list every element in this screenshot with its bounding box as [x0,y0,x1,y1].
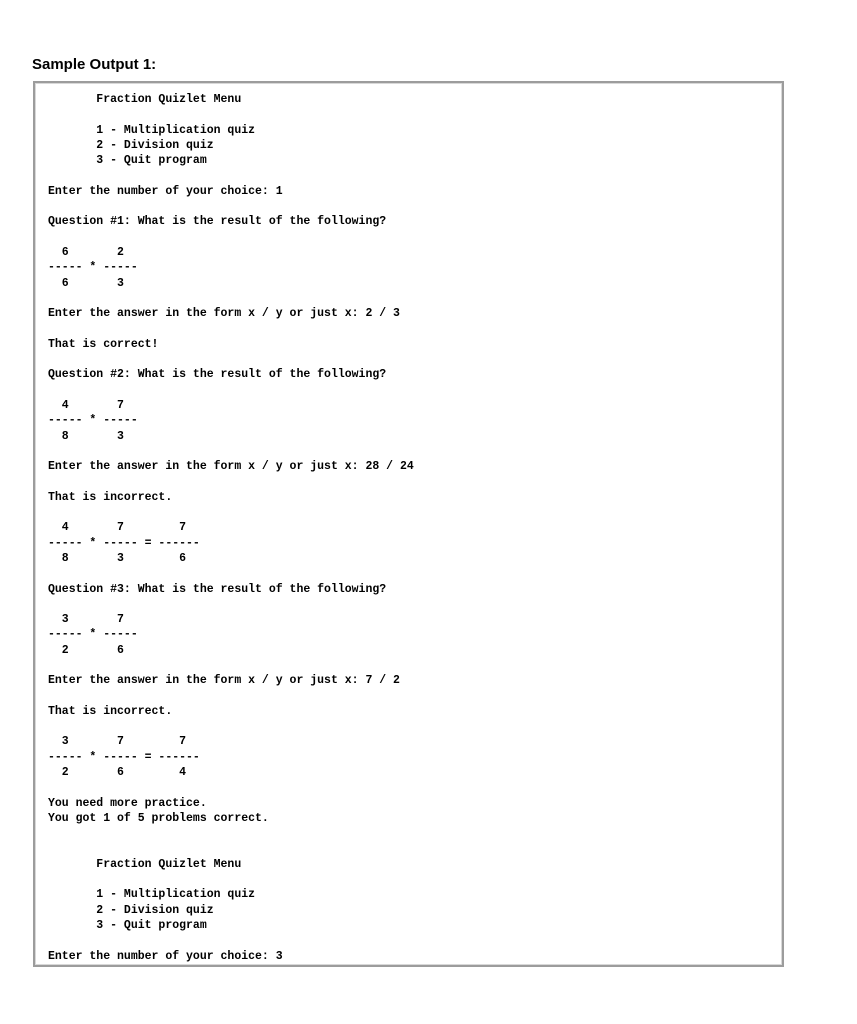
console-line: 4 7 [48,398,124,412]
console-line: That is incorrect. [48,704,173,718]
console-line: 6 2 [48,245,124,259]
console-line: ----- * ----- [48,628,138,642]
console-line: ----- * ----- [48,414,138,428]
console-line: Enter the answer in the form x / y or just x: 7 / 2 [48,674,400,688]
console-line: ----- * ----- = ------ [48,750,200,764]
console-line: 8 3 [48,429,124,443]
console-line: Question #3: What is the result of the following? [48,582,387,596]
console-line: 2 6 4 [48,766,187,780]
console-output-box [33,81,784,967]
console-line: 4 7 7 [48,521,187,535]
console-line: 1 - Multiplication quiz [48,123,256,137]
console-line: Fraction Quizlet Menu [48,93,242,106]
console-line: Enter the answer in the form x / y or just x: 28 / 24 [48,460,414,474]
console-line: Enter the number of your choice: 3 [48,949,283,963]
console-line: ----- * ----- [48,261,138,275]
console-line: 8 3 6 [48,551,187,565]
console-line: ----- * ----- = ------ [48,536,200,550]
console-line: 2 - Division quiz [48,903,214,917]
console-line: 3 - Quit program [48,919,207,933]
console-line: 2 - Division quiz [48,138,214,152]
console-line: You need more practice. [48,796,207,810]
console-line: 1 - Multiplication quiz [48,888,256,902]
console-line: That is correct! [48,337,159,351]
console-line: 3 - Quit program [48,154,207,168]
console-line: Enter the answer in the form x / y or just x: 2 / 3 [48,307,400,321]
console-line: You got 1 of 5 problems correct. [48,811,269,825]
console-line: Enter the number of your choice: 1 [48,184,283,198]
console-line: Question #2: What is the result of the following? [48,368,387,382]
sample-output-heading: Sample Output 1: [32,56,157,73]
console-line: 3 7 [48,613,124,627]
console-line: Fraction Quizlet Menu [48,857,242,871]
console-line: That is incorrect. [48,490,173,504]
console-output-text [48,92,414,964]
console-line: Question #1: What is the result of the following? [48,215,387,229]
console-line: 6 3 [48,276,124,290]
console-line: 2 6 [48,643,124,657]
console-line: 3 7 7 [48,735,187,749]
